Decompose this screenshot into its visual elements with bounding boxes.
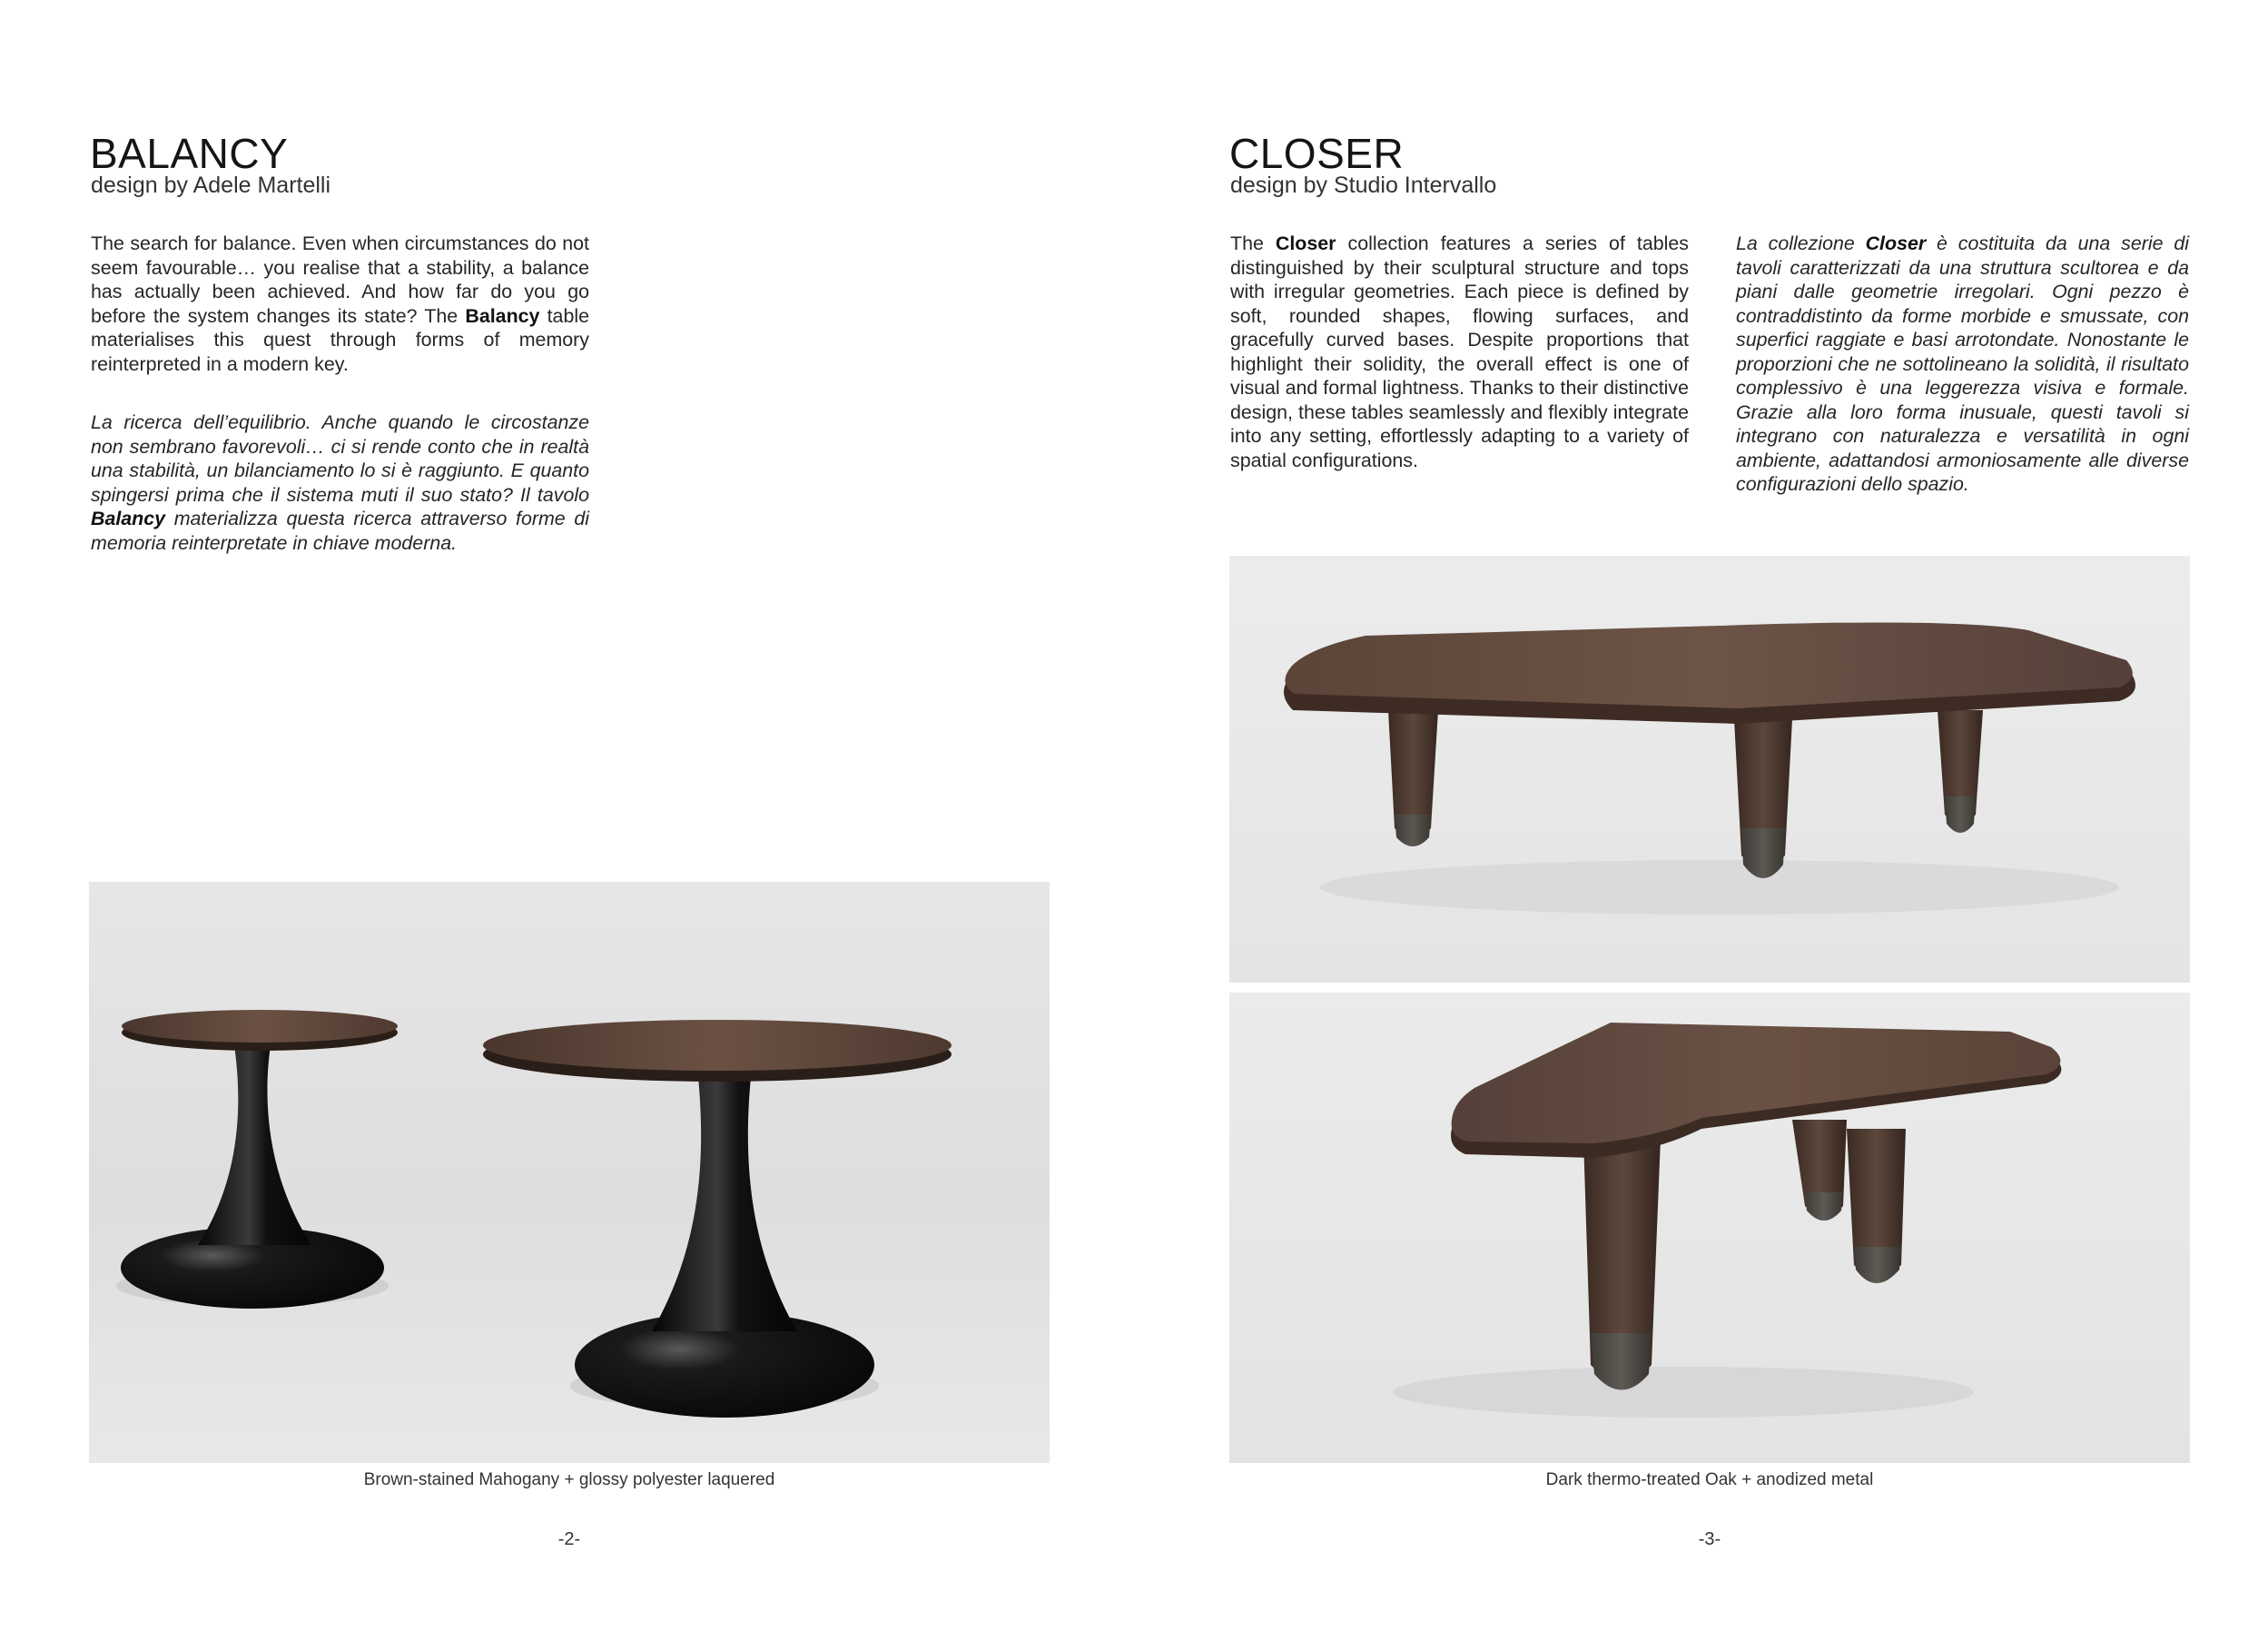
balancy-title: BALANCY	[90, 130, 289, 177]
product-name: Balancy	[465, 304, 540, 327]
text-span: table materialises this quest through forms of memory reinterpreted in a modern key.	[91, 304, 589, 375]
closer-description-it	[1736, 232, 2189, 497]
closer-caption: Dark thermo-treated Oak + anodized metal	[1545, 1470, 1874, 1489]
closer-photo-front	[1229, 556, 2190, 983]
text-span: La collezione	[1736, 232, 1866, 254]
page-number-left: -2-	[557, 1529, 581, 1549]
product-name: Closer	[1865, 232, 1927, 254]
text-span: La ricerca dell’equilibrio. Anche quando le circostanze non sembrano favorevoli… ci si rende conto che in realtà una stabilità, un bilanciamento lo si è raggiunto. E quanto spingersi prima che il sistema muti il suo stato? Il tavolo	[91, 411, 589, 506]
text-span: collection features a series of tables distinguished by their sculptural structure and tops with irregular geometries. Each piece is defined by soft, rounded shapes, flowing surfaces, and gracefully curved bases. Despite proportions that highlight their solidity, the overall effect is one of visual and formal lightness. Thanks to their distinctive design, these tables seamlessly and flexibly integrate into any setting, effortlessly adapting to a variety of spatial configurations.	[1230, 232, 1689, 471]
closer-photo-angle	[1229, 993, 2190, 1463]
text-span: materializza questa ricerca attraverso forme di memoria reinterpretate in chiave moderna.	[91, 508, 589, 554]
balancy-designer: design by Adele Martelli	[91, 173, 331, 198]
text-span: The	[1230, 232, 1276, 254]
page-number-right: -3-	[1698, 1529, 1721, 1549]
product-name: Balancy	[91, 508, 166, 529]
text-span: The search for balance. Even when circumstances do not seem favourable… you realise that a stability, a balance has actually been achieved. And how far do you go before the system changes its state? The	[91, 232, 589, 327]
balancy-photo	[89, 882, 1050, 1463]
balancy-description-en	[91, 232, 589, 376]
closer-title: CLOSER	[1229, 130, 1405, 177]
closer-description-en	[1230, 232, 1689, 472]
product-name: Closer	[1275, 232, 1336, 254]
text-span: è costituita da una serie di tavoli caratterizzati da una struttura scultorea e da piani dalle geometrie irregolari. Ogni pezzo è contraddistinto da forme morbide e smussate, con superfici raggiate e basi arrotondate. Nonostante le proporzioni che ne sottolineano la solidità, il risultato complessivo è una leggerezza visiva e formale. Grazie alla loro forma inusuale, questi tavoli si integrano con naturalezza e versatilità in ogni ambiente, adattandosi armoniosamente alle diverse configurazioni dello spazio.	[1736, 232, 2190, 495]
closer-designer: design by Studio Intervallo	[1230, 173, 1497, 198]
balancy-caption: Brown-stained Mahogany + glossy polyester laquered	[363, 1470, 775, 1489]
balancy-description-it	[91, 410, 589, 555]
